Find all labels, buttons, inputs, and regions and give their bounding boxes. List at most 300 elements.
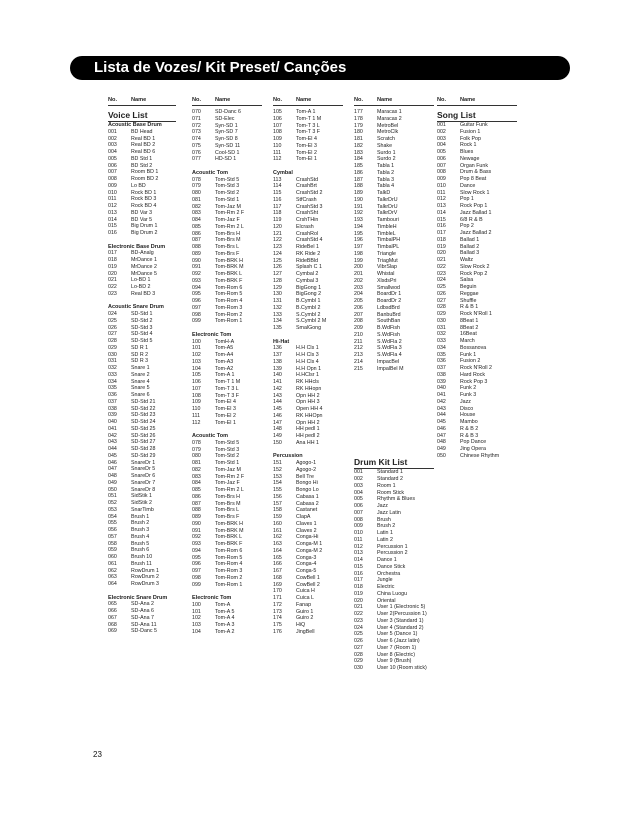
list-item (354, 204, 434, 211)
item-name: Tom-BRK L (215, 534, 243, 541)
list-item (273, 467, 343, 474)
item-name: Surdo 2 (377, 156, 396, 163)
column-header (108, 97, 176, 106)
list-item (192, 480, 262, 487)
item-number: 006 (354, 503, 363, 509)
item-name: Fusion 2 (460, 358, 481, 365)
list-item (437, 372, 517, 379)
list-item (108, 433, 176, 440)
list-item (192, 352, 262, 359)
list-item (437, 304, 517, 311)
list-item (192, 116, 262, 123)
list-item (192, 231, 262, 238)
spacer (354, 413, 434, 420)
item-name: BD Var 3 (131, 209, 153, 216)
list-item (108, 196, 176, 203)
item-number: 150 (273, 439, 282, 446)
item-number: 004 (108, 149, 117, 155)
list-item (108, 291, 176, 298)
item-name: SD-Std 28 (131, 446, 156, 452)
item-number: 046 (108, 459, 117, 466)
item-number: 031 (108, 358, 117, 365)
item-number: 067 (108, 614, 117, 621)
list-item (354, 285, 434, 292)
list-item (108, 372, 176, 379)
item-number: 050 (108, 486, 117, 493)
item-number: 117 (273, 203, 282, 210)
item-name: R & B 3 (460, 432, 479, 439)
item-number: 122 (273, 237, 282, 244)
item-name: Maracas 1 (377, 109, 402, 115)
item-name: Tambouri (377, 217, 399, 223)
item-name: Agogo-2 (296, 466, 317, 473)
item-number: 087 (192, 500, 201, 507)
list-item (108, 622, 176, 629)
list-item (108, 284, 176, 291)
voice-list-column-3 (273, 97, 343, 636)
item-name: B.Cymbl 1 (296, 298, 321, 304)
item-name: Room Stick (377, 489, 405, 496)
list-item (192, 541, 262, 548)
item-name: Standard 2 (377, 476, 403, 482)
item-number: 068 (108, 621, 117, 628)
header-name: Name (377, 97, 393, 103)
item-number: 026 (437, 290, 446, 297)
list-item (354, 264, 434, 271)
list-item (108, 608, 176, 615)
list-item (354, 177, 434, 184)
list-item (192, 487, 262, 494)
spacer (192, 325, 262, 332)
item-number: 009 (354, 523, 363, 530)
item-number: 014 (437, 209, 446, 216)
list-item (108, 345, 176, 352)
list-item (354, 571, 434, 578)
item-name: Smallwod (377, 284, 400, 291)
list-item (273, 541, 343, 548)
item-number: 192 (354, 210, 363, 217)
list-item (437, 379, 517, 386)
item-number: 205 (354, 298, 363, 304)
list-item (437, 203, 517, 210)
item-name: Rock 1 (460, 142, 477, 149)
list-item (354, 517, 434, 524)
item-name: SnareDr 8 (131, 486, 156, 493)
item-number: 149 (273, 433, 282, 439)
item-name: CrashRol (296, 230, 319, 237)
item-number: 008 (437, 169, 446, 176)
item-number: 002 (354, 476, 363, 482)
item-name: Rock BD 3 (131, 196, 157, 203)
list-item (273, 136, 343, 143)
item-name: Brush 2 (377, 523, 396, 530)
item-name: BoardDr 1 (377, 291, 402, 298)
item-number: 044 (437, 412, 446, 419)
item-name: Tom-Std 2 (215, 453, 240, 460)
list-item (192, 264, 262, 271)
item-number: 179 (354, 122, 363, 129)
item-number: 169 (273, 581, 282, 588)
list-item (273, 305, 343, 312)
item-name: Rock Pop 3 (460, 378, 488, 385)
item-name: Rock Pop 2 (460, 270, 488, 277)
item-number: 094 (192, 284, 201, 291)
list-item (354, 237, 434, 244)
list-item (192, 501, 262, 508)
list-item (108, 460, 176, 467)
item-name: Castanet (296, 507, 318, 514)
item-name: Maracas 2 (377, 115, 402, 122)
list-item (192, 190, 262, 197)
item-name: Tom-Rom 2 (215, 574, 243, 581)
item-number: 010 (108, 189, 117, 196)
list-item (437, 210, 517, 217)
item-number: 081 (192, 460, 201, 466)
item-name: TimbalPH (377, 237, 401, 244)
item-number: 138 (273, 358, 282, 365)
list-item (354, 611, 434, 618)
item-number: 184 (354, 156, 363, 163)
item-number: 123 (273, 244, 282, 250)
item-name: Tom-Rm 2 F (215, 473, 245, 480)
item-number: 036 (108, 392, 117, 398)
list-item (437, 176, 517, 183)
list-item (354, 325, 434, 332)
list-item (273, 420, 343, 427)
item-name: Slow Rock 1 (460, 189, 490, 196)
list-item (437, 426, 517, 433)
item-number: 044 (108, 446, 117, 452)
list-item (437, 331, 517, 338)
item-name: Tom-A5 (215, 345, 234, 352)
item-name: Electric (377, 584, 395, 590)
item-name: HD-SD 1 (215, 156, 237, 163)
item-name: Funk 1 (460, 351, 477, 358)
item-number: 109 (273, 136, 282, 142)
item-name: Tom-Brs F (215, 514, 240, 520)
item-name: R & B 1 (460, 304, 479, 311)
list-item (192, 339, 262, 346)
list-item (354, 123, 434, 130)
item-name: Tom-A (215, 601, 231, 608)
list-item (192, 258, 262, 265)
item-name: Waltz (460, 257, 474, 263)
item-name: SD-Danc 5 (131, 628, 157, 635)
item-name: CrashStd 4 (296, 237, 323, 244)
list-item (273, 629, 343, 636)
item-name: Tom-El 3 (215, 406, 236, 412)
item-number: 142 (273, 385, 282, 392)
item-number: 032 (437, 331, 446, 338)
item-name: Lo BD (131, 182, 146, 189)
list-item (354, 339, 434, 346)
item-name: SidStik 1 (131, 493, 152, 500)
item-number: 096 (192, 298, 201, 304)
list-item (108, 527, 176, 534)
item-number: 196 (354, 237, 363, 244)
list-item (273, 197, 343, 204)
list-item (192, 291, 262, 298)
list-item (192, 622, 262, 629)
item-number: 009 (437, 176, 446, 182)
item-number: 039 (108, 412, 117, 419)
item-name: SD-Ana 6 (131, 608, 154, 614)
item-number: 104 (192, 628, 201, 635)
item-name: Big Drum 1 (131, 223, 158, 230)
item-number: 050 (437, 452, 446, 459)
item-number: 014 (354, 557, 363, 563)
list-item (273, 501, 343, 508)
item-number: 079 (192, 446, 201, 453)
list-item (273, 285, 343, 292)
item-number: 214 (354, 358, 363, 365)
item-number: 033 (437, 338, 446, 344)
list-item (108, 581, 176, 588)
item-number: 213 (354, 352, 363, 358)
item-number: 105 (273, 109, 282, 115)
item-name: SmalGong (296, 325, 322, 331)
item-number: 104 (192, 365, 201, 372)
item-name: Tom-Rom 4 (215, 298, 243, 304)
item-name: Tom-A4 (215, 352, 234, 358)
spacer (354, 420, 434, 427)
list-item (437, 338, 517, 345)
item-number: 023 (108, 290, 117, 297)
item-number: 164 (273, 547, 282, 554)
item-number: 212 (354, 345, 363, 352)
item-name: Brush 2 (131, 520, 150, 527)
item-number: 043 (437, 405, 446, 412)
list-item (108, 352, 176, 359)
item-number: 013 (437, 203, 446, 209)
list-item (273, 204, 343, 211)
item-name: Tom-Brs H (215, 493, 241, 500)
item-name: JingBell (296, 628, 315, 635)
item-name: S.Cymbl 2 M (296, 318, 327, 325)
list-item (437, 142, 517, 149)
item-number: 080 (192, 190, 201, 196)
item-number: 042 (437, 398, 446, 405)
item-number: 023 (437, 270, 446, 277)
item-number: 031 (437, 324, 446, 331)
item-name: Real BD 1 (131, 135, 156, 142)
item-name: Tom-Rm 2 L (215, 487, 244, 493)
item-number: 005 (354, 496, 363, 503)
item-name: Jungle (377, 577, 393, 584)
list-item (273, 217, 343, 224)
item-number: 182 (354, 142, 363, 149)
item-name: Tom-Jaz M (215, 466, 241, 473)
list-item (192, 318, 262, 325)
item-number: 151 (273, 460, 282, 466)
item-name: BD Var 5 (131, 216, 153, 223)
item-number: 089 (192, 514, 201, 520)
item-number: 057 (108, 533, 117, 540)
item-number: 022 (354, 611, 363, 617)
item-number: 124 (273, 250, 282, 257)
list-item (273, 548, 343, 555)
list-item (192, 568, 262, 575)
list-item (108, 331, 176, 338)
item-name: User 8 (Electric) (377, 651, 415, 658)
item-number: 024 (108, 311, 117, 317)
item-name: Brush 1 (131, 513, 150, 520)
item-number: 075 (192, 142, 201, 149)
item-number: 168 (273, 574, 282, 581)
item-number: 154 (273, 480, 282, 487)
list-item (354, 366, 434, 373)
item-number: 064 (108, 581, 117, 587)
list-item (192, 534, 262, 541)
list-item (273, 237, 343, 244)
list-item (273, 602, 343, 609)
item-number: 183 (354, 149, 363, 156)
item-number: 099 (192, 581, 201, 588)
item-number: 121 (273, 230, 282, 237)
item-name: Guiro 1 (296, 608, 314, 615)
item-name: CowBell 1 (296, 574, 320, 581)
list-item (273, 588, 343, 595)
spacer (273, 447, 343, 454)
list-item (273, 183, 343, 190)
item-number: 206 (354, 304, 363, 311)
item-name: Dance (460, 182, 476, 189)
item-name: Tom-Brs H (215, 230, 241, 237)
item-name: Tom-BRK F (215, 541, 243, 547)
list-item (273, 291, 343, 298)
item-name: SD-Ana 7 (131, 614, 154, 621)
list-item (437, 250, 517, 257)
item-name: Tom-Rom 6 (215, 547, 243, 554)
item-number: 140 (273, 372, 282, 379)
item-name: CowBell 2 (296, 581, 320, 588)
item-name: Tom-Brs M (215, 237, 241, 244)
list-item (273, 190, 343, 197)
list-item (354, 217, 434, 224)
spacer (192, 426, 262, 433)
list-item (354, 244, 434, 251)
list-item (192, 575, 262, 582)
item-number: 038 (108, 405, 117, 412)
item-name: RideBBld (296, 257, 319, 264)
item-name: Tom-Brs L (215, 507, 240, 514)
item-name: Oriental (377, 597, 396, 604)
list-item (108, 358, 176, 365)
list-item (192, 251, 262, 258)
item-name: Tom-BRK H (215, 520, 243, 527)
item-name: SD-Elec (215, 115, 235, 122)
item-name: 16Beat (460, 331, 477, 338)
list-item (192, 150, 262, 157)
list-item (192, 393, 262, 400)
list-item (273, 528, 343, 535)
list-item (108, 439, 176, 446)
list-item (437, 419, 517, 426)
item-number: 030 (108, 351, 117, 358)
list-item (273, 264, 343, 271)
item-name: Conga-M 1 (296, 541, 323, 547)
item-number: 145 (273, 406, 282, 412)
item-number: 113 (273, 176, 282, 183)
item-number: 032 (108, 365, 117, 371)
item-name: BD Std 1 (131, 155, 153, 162)
item-number: 061 (108, 560, 117, 567)
item-number: 001 (354, 469, 363, 476)
header-no: No. (354, 97, 364, 103)
list-item (437, 439, 517, 446)
item-name: Shuffle (460, 297, 477, 304)
list-item (273, 156, 343, 163)
item-number: 086 (192, 230, 201, 237)
item-number: 027 (437, 297, 446, 304)
item-number: 017 (354, 577, 363, 584)
item-name: TimbalPL (377, 244, 400, 250)
list-item (108, 500, 176, 507)
list-item (437, 183, 517, 190)
header-no: No. (108, 97, 118, 103)
item-name: 6/8 R & B (460, 216, 483, 223)
list-item (273, 494, 343, 501)
item-name: BD-Analg (131, 250, 154, 257)
list-item (108, 541, 176, 548)
list-item (192, 609, 262, 616)
header-no: No. (192, 97, 202, 103)
item-name: 8Beat 1 (460, 317, 479, 324)
item-name: Tom-Rm 2 L (215, 223, 244, 230)
item-name: Tom-Rom 6 (215, 284, 243, 291)
item-name: Tom-Brs F (215, 250, 240, 257)
item-name: SD-Std 25 (131, 425, 156, 432)
list-item (273, 480, 343, 487)
item-number: 016 (354, 570, 363, 577)
list-item (273, 366, 343, 373)
item-name: Conga-3 (296, 554, 317, 561)
item-name: Tom-BRK M (215, 527, 244, 534)
page-number: 23 (93, 750, 102, 759)
spacer (273, 163, 343, 170)
item-number: 153 (273, 473, 282, 480)
item-name: BigGong 1 (296, 284, 322, 291)
item-name: Tom-T 3 F (296, 129, 321, 136)
item-number: 047 (437, 432, 446, 439)
item-number: 019 (108, 263, 117, 270)
item-number: 010 (354, 530, 363, 536)
item-name: RowDrum 2 (131, 574, 159, 581)
item-number: 008 (108, 176, 117, 182)
item-number: 026 (354, 638, 363, 644)
list-item (192, 271, 262, 278)
item-number: 001 (437, 122, 446, 128)
item-name: Tom-A3 (215, 358, 234, 365)
item-number: 027 (108, 331, 117, 338)
list-item (354, 618, 434, 625)
item-number: 132 (273, 304, 282, 311)
item-number: 077 (192, 156, 201, 163)
list-item (354, 645, 434, 652)
item-name: S.Cymbl 2 (296, 311, 321, 318)
item-number: 197 (354, 244, 363, 250)
list-item (108, 325, 176, 332)
item-number: 048 (437, 439, 446, 446)
list-item (108, 514, 176, 521)
list-item (273, 109, 343, 116)
list-item (273, 406, 343, 413)
list-item (192, 129, 262, 136)
list-item (108, 507, 176, 514)
item-number: 018 (354, 584, 363, 590)
item-number: 002 (108, 135, 117, 142)
item-number: 007 (108, 169, 117, 176)
